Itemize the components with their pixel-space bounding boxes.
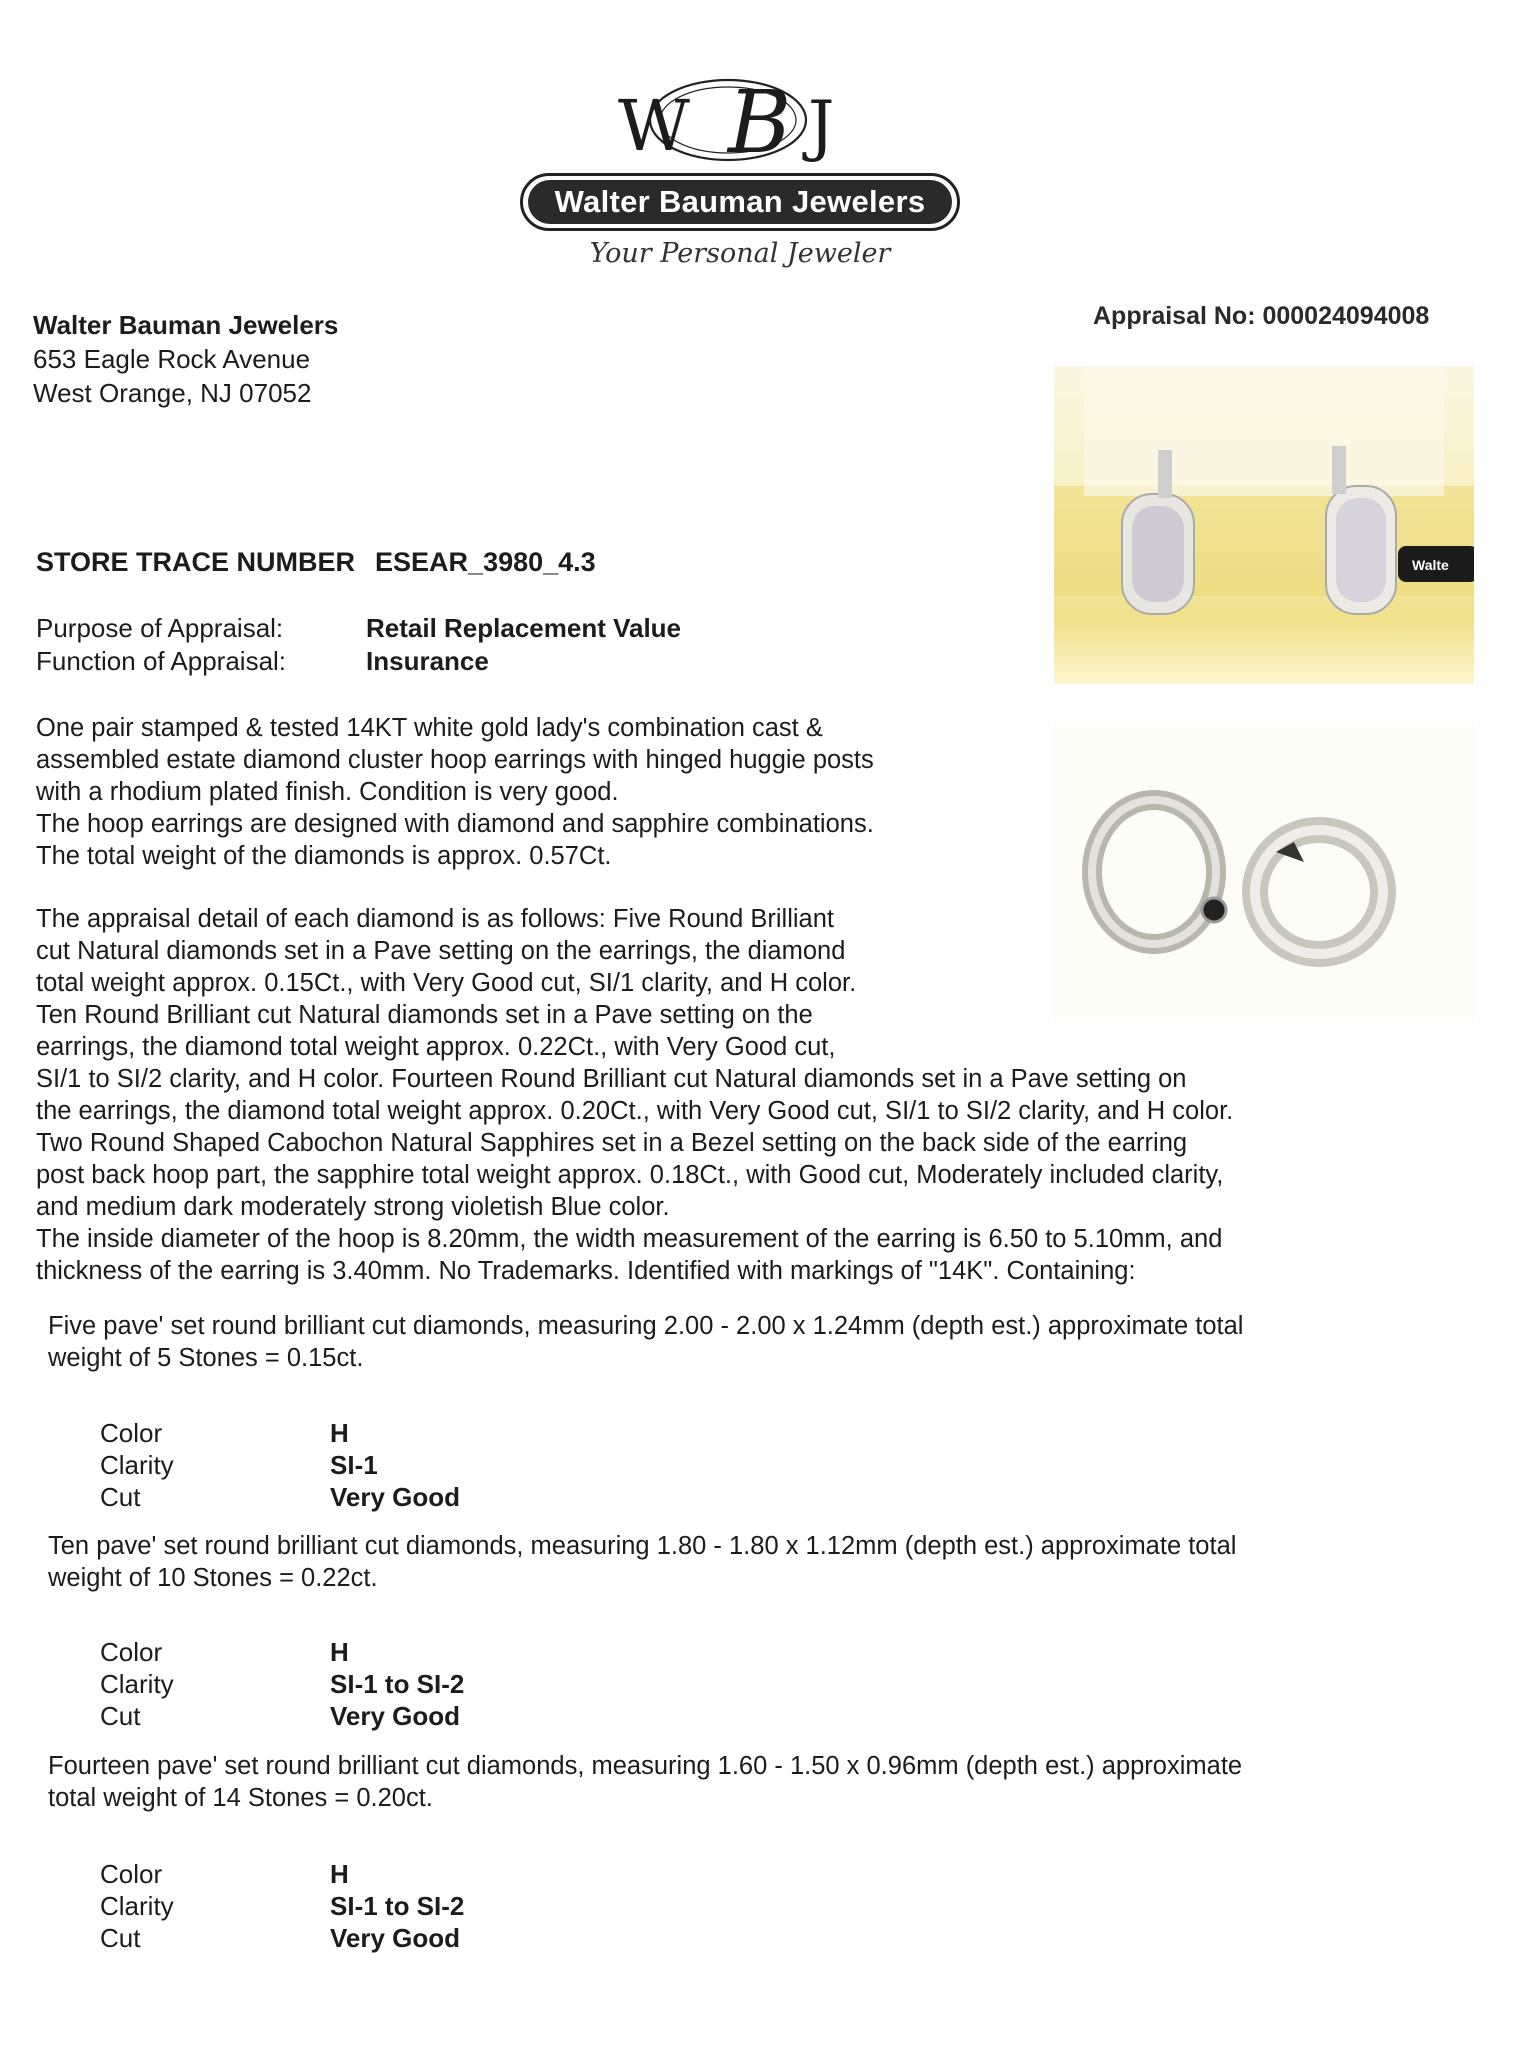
stone-group-2: [48, 1530, 1236, 1594]
detail-line: Ten Round Brilliant cut Natural diamonds set in a Pave setting on the: [36, 1001, 813, 1029]
clarity-value: SI-1 to SI-2: [330, 1891, 465, 1921]
clarity-value: SI-1: [330, 1450, 378, 1480]
purpose-label: Purpose of Appraisal:: [36, 613, 284, 643]
detail-line: earrings, the diamond total weight approx. 0.22Ct., with Very Good cut,: [36, 1033, 836, 1061]
logo-name-text: Walter Bauman Jewelers: [528, 180, 952, 224]
detail-line: post back hoop part, the sapphire total weight approx. 0.18Ct., with Good cut, Moderately included clarity,: [36, 1161, 1224, 1189]
cut-label: Cut: [100, 1701, 141, 1731]
store-address-line2: West Orange, NJ 07052: [33, 378, 312, 408]
function-value: Insurance: [366, 646, 489, 676]
store-name: Walter Bauman Jewelers: [33, 310, 339, 340]
description-line: with a rhodium plated finish. Condition is very good.: [36, 778, 619, 806]
cut-label: Cut: [100, 1482, 141, 1512]
clarity-value: SI-1 to SI-2: [330, 1669, 465, 1699]
tagline: Your Personal Jeweler: [589, 238, 891, 269]
detail-line: total weight approx. 0.15Ct., with Very Good cut, SI/1 clarity, and H color.: [36, 969, 857, 997]
logo: [0, 70, 1536, 270]
store-trace-value: ESEAR_3980_4.3: [375, 547, 596, 577]
detail-line: The appraisal detail of each diamond is as follows: Five Round Brilliant: [36, 905, 834, 933]
cut-value: Very Good: [330, 1923, 461, 1953]
photo-display-label: Walte: [1412, 557, 1449, 573]
group-line: weight of 10 Stones = 0.22ct.: [48, 1564, 378, 1592]
color-value: H: [330, 1637, 349, 1667]
clarity-label: Clarity: [100, 1669, 174, 1699]
cut-value: Very Good: [330, 1482, 461, 1512]
description-line: assembled estate diamond cluster hoop earrings with hinged huggie posts: [36, 746, 874, 774]
color-label: Color: [100, 1637, 163, 1667]
color-label: Color: [100, 1859, 163, 1889]
stone-group-1: [48, 1310, 1243, 1374]
detail-line: SI/1 to SI/2 clarity, and H color. Fourteen Round Brilliant cut Natural diamonds set in a Pave setting on: [36, 1065, 1187, 1093]
group-line: Five pave' set round brilliant cut diamonds, measuring 2.00 - 2.00 x 1.24mm (depth est.) approximate total: [48, 1312, 1244, 1340]
store-address-block: [33, 308, 338, 410]
color-value: H: [330, 1859, 349, 1889]
group-line: Ten pave' set round brilliant cut diamonds, measuring 1.80 - 1.80 x 1.12mm (depth est.) approximate total: [48, 1532, 1237, 1560]
store-trace-number: [36, 547, 596, 578]
clarity-label: Clarity: [100, 1891, 174, 1921]
description-line: One pair stamped & tested 14KT white gold lady's combination cast &: [36, 714, 823, 742]
group-line: Fourteen pave' set round brilliant cut diamonds, measuring 1.60 - 1.50 x 0.96mm (depth est.) approximate: [48, 1752, 1243, 1780]
earrings-photo-front: [1054, 366, 1474, 684]
stone-group-3-specs: [100, 1858, 464, 1954]
purpose-value: Retail Replacement Value: [366, 613, 682, 643]
cut-value: Very Good: [330, 1701, 461, 1731]
svg-text:B: B: [728, 73, 792, 173]
wbj-monogram-logo: [610, 70, 870, 180]
appraisal-purpose-block: [36, 612, 681, 678]
item-description: [36, 712, 1036, 872]
stone-group-3: [48, 1750, 1242, 1814]
detail-line: The inside diameter of the hoop is 8.20mm, the width measurement of the earring is 6.50 to 5.10mm, and: [36, 1225, 1223, 1253]
color-value: H: [330, 1418, 349, 1448]
store-address-line1: 653 Eagle Rock Avenue: [33, 344, 311, 374]
color-label: Color: [100, 1418, 163, 1448]
detail-line: Two Round Shaped Cabochon Natural Sapphires set in a Bezel setting on the back side of the earring: [36, 1129, 1188, 1157]
function-label: Function of Appraisal:: [36, 646, 287, 676]
group-line: weight of 5 Stones = 0.15ct.: [48, 1344, 364, 1372]
detail-line: and medium dark moderately strong violetish Blue color.: [36, 1193, 670, 1221]
detail-line: thickness of the earring is 3.40mm. No Trademarks. Identified with markings of "14K". Containing:: [36, 1257, 1136, 1285]
store-trace-label: STORE TRACE NUMBER: [36, 547, 356, 577]
svg-text:W: W: [618, 85, 690, 167]
cut-label: Cut: [100, 1923, 141, 1953]
logo-name-badge: [520, 173, 960, 231]
detail-line: the earrings, the diamond total weight approx. 0.20Ct., with Very Good cut, SI/1 to SI/2 clarity, and H color.: [36, 1097, 1234, 1125]
stone-group-1-specs: [100, 1417, 460, 1513]
clarity-label: Clarity: [100, 1450, 174, 1480]
description-line: The total weight of the diamonds is approx. 0.57Ct.: [36, 842, 612, 870]
svg-text:J: J: [808, 87, 835, 164]
appraisal-number: Appraisal No: 000024094008: [1093, 302, 1430, 330]
description-line: The hoop earrings are designed with diamond and sapphire combinations.: [36, 810, 874, 838]
stone-group-2-specs: [100, 1636, 464, 1732]
detail-line: cut Natural diamonds set in a Pave setting on the earrings, the diamond: [36, 937, 846, 965]
group-line: total weight of 14 Stones = 0.20ct.: [48, 1784, 433, 1812]
diamond-detail: [36, 903, 1376, 1287]
